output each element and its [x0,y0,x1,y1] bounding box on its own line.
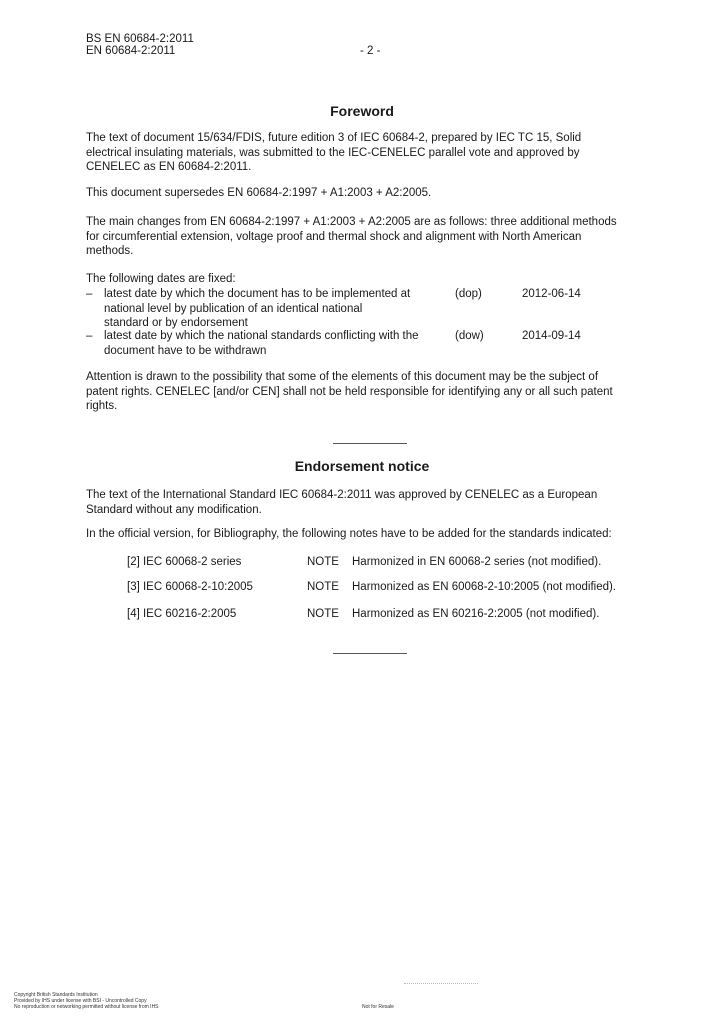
date-value-dop: 2012-06-14 [522,288,581,300]
text-line: electrical insulating materials, was submitted to the IEC-CENELEC parallel vote and approved by [86,146,580,159]
foreword-paragraph-2: This document supersedes EN 60684-2:1997 + A1:2003 + A2:2005. [86,187,432,199]
dates-intro: The following dates are fixed: [86,273,236,285]
bib-note-label: NOTE [307,608,339,620]
date-code-dop: (dop) [455,288,482,300]
bib-ref: [4] IEC 60216-2:2005 [127,608,237,620]
bib-ref: [3] IEC 60068-2-10:2005 [127,581,253,593]
patent-paragraph [86,370,646,414]
not-for-resale: Not for Resale [362,1004,394,1010]
bib-ref: [2] IEC 60068-2 series [127,556,242,568]
text-line: latest date by which the national standards conflicting with the [104,330,419,342]
text-line: rights. [86,400,118,412]
footer-dots [404,983,478,984]
text-line: for circumferential extension, voltage proof and thermal shock and alignment with North American [86,230,582,243]
bib-note-label: NOTE [307,556,339,568]
text-line: CENELEC as EN 60684-2:2011. [86,161,252,173]
date-code-dow: (dow) [455,330,484,342]
text-line: The text of document 15/634/FDIS, future edition 3 of IEC 60684-2, prepared by IEC TC 15, Solid [86,132,582,144]
date-item-dow-text [104,329,444,358]
bib-note-text: Harmonized in EN 60068-2 series (not modified). [352,556,602,568]
text-line: The text of the International Standard IEC 60684-2:2011 was approved by CENELEC as a European [86,489,598,501]
bib-note-text: Harmonized as EN 60216-2:2005 (not modified). [352,608,600,620]
date-item-dop-text [104,287,444,331]
endorsement-paragraph-2: In the official version, for Bibliography, the following notes have to be added for the standards indicated: [86,528,612,540]
text-line: national level by publication of an identical national [104,302,363,315]
bib-note-text: Harmonized as EN 60068-2-10:2005 (not modified). [352,581,617,593]
date-value-dow: 2014-09-14 [522,330,581,342]
section-divider [333,443,407,444]
list-dash: – [86,330,93,342]
text-line: latest date by which the document has to be implemented at [104,288,411,300]
list-dash: – [86,288,93,300]
header-standard-id: BS EN 60684-2:2011 [86,33,194,45]
endorsement-paragraph-1 [86,488,646,517]
copyright-line: Copyright British Standards Institution [14,992,98,998]
text-line: patent rights. CENELEC [and/or CEN] shall not be held responsible for identifying any or all such patent [86,385,613,398]
text-line: Standard without any modification. [86,503,262,516]
foreword-title: Foreword [330,103,394,119]
text-line: methods. [86,245,134,257]
bib-note-label: NOTE [307,581,339,593]
section-divider [333,653,407,654]
text-line: The main changes from EN 60684-2:1997 + A1:2003 + A2:2005 are as follows: three additional methods [86,216,617,228]
foreword-paragraph-1 [86,131,646,175]
text-line: Attention is drawn to the possibility that some of the elements of this document may be the subject of [86,371,599,383]
text-line: document have to be withdrawn [104,344,267,357]
header-en-id: EN 60684-2:2011 [86,45,176,57]
text-line: standard or by endorsement [104,317,248,329]
endorsement-title: Endorsement notice [294,458,430,474]
foreword-paragraph-3 [86,215,646,259]
provided-by-line: Provided by IHS under license with BSI - Uncontrolled Copy [14,998,147,1004]
no-reproduction-line: No reproduction or networking permitted without license from IHS [14,1004,159,1010]
page-number: - 2 - [360,45,381,57]
